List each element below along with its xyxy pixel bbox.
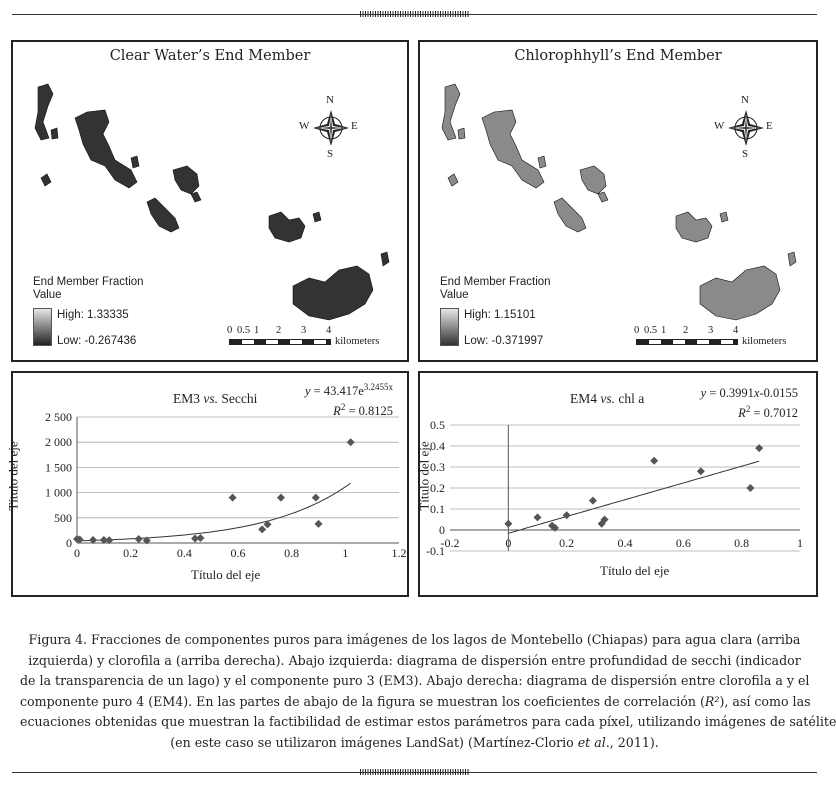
lake	[700, 266, 780, 320]
lake	[51, 128, 58, 139]
x-tick-label: 1	[797, 536, 803, 550]
legend-low: Low: -0.267436	[57, 335, 137, 347]
chart-title-prefix: EM3	[173, 391, 204, 406]
lake	[75, 110, 137, 188]
caption-line: Figura 4. Fracciones de componentes puros para imágenes de los lagos de Montebello (Chiapas) para agua clara (arriba	[28, 632, 801, 647]
lake	[41, 174, 51, 186]
scale-tick: 0.5	[237, 325, 251, 336]
y-tick-label: 0	[66, 536, 72, 550]
x-axis-label: Título del eje	[600, 563, 670, 578]
scale-tick: 3	[708, 325, 714, 336]
x-tick-label: -0.2	[440, 536, 460, 550]
scale-tick: 2	[276, 325, 282, 336]
chart-equation: y = 0.3991x-0.0155 $R^2 = 0.7012$	[700, 386, 798, 421]
scale-unit: kilometers	[335, 336, 380, 347]
caption-line	[20, 733, 809, 754]
scale-bar-graphic	[229, 339, 331, 345]
equation-exponent: 3.2455x	[363, 382, 393, 392]
lake	[538, 156, 546, 168]
compass-north: N	[326, 94, 334, 106]
x-tick-label: 0.6	[230, 546, 246, 560]
chart-title-suffix: chl a	[615, 391, 645, 406]
lake	[458, 128, 465, 139]
data-point	[650, 457, 658, 465]
data-point	[504, 520, 512, 528]
figure-caption	[20, 630, 836, 753]
data-point	[563, 511, 571, 519]
scale-tick: 0	[227, 325, 233, 336]
r2-value: = 0.7012	[753, 406, 798, 421]
scale-tick: 0.5	[644, 325, 658, 336]
legend-low: Low: -0.371997	[464, 335, 544, 347]
chart-equation: $y = 43.417e^{3.2455x}$ $R^2 = 0.8125$	[304, 382, 393, 419]
y-tick-label: 2 500	[45, 410, 72, 424]
caption-line: ecuaciones obtenidas que muestran la factibilidad de estimar estos parámetros para cada píxel, utilizando imágenes de satélite	[20, 714, 836, 729]
x-tick-label: 0.4	[176, 546, 192, 560]
y-tick-label: 0.1	[430, 502, 445, 516]
data-point	[315, 520, 323, 528]
compass-north: N	[741, 94, 749, 106]
lake	[191, 192, 201, 202]
caption-line: de la transparencia de un lago) y el componente puro 3 (EM3). Abajo derecha: diagrama de dispersión entre clorofila a y el	[20, 673, 810, 688]
compass-east: E	[766, 120, 773, 132]
chart-panel-em4-chl	[418, 371, 818, 597]
scale-tick: 3	[301, 325, 307, 336]
lake	[35, 84, 53, 140]
map-title: Clear Water’s End Member	[109, 48, 311, 64]
chart-title-vs: vs.	[203, 391, 218, 406]
legend-title: End Member Fraction	[33, 276, 144, 288]
data-point	[746, 484, 754, 492]
y-axis-label: Título del eje	[5, 441, 21, 511]
compass-south: S	[742, 148, 749, 160]
top-rule	[12, 14, 817, 15]
y-tick-label: 0.4	[430, 439, 445, 453]
data-point	[258, 525, 266, 533]
bottom-rule	[12, 772, 817, 773]
x-tick-label: 0.8	[734, 536, 750, 550]
scale-tick: 4	[733, 325, 739, 336]
scale-tick: 4	[326, 325, 332, 336]
data-point	[135, 535, 143, 543]
data-point	[589, 497, 597, 505]
data-point	[534, 513, 542, 521]
chart-title	[570, 391, 644, 407]
caption-line6-end: , 2011).	[609, 734, 659, 750]
data-point	[196, 534, 204, 542]
scale-unit: kilometers	[742, 336, 787, 347]
scale-tick: 1	[254, 325, 260, 336]
x-tick-label: 1	[342, 546, 349, 560]
lake	[554, 198, 586, 232]
lake	[720, 212, 728, 222]
caption-line: izquierda) y clorofila a (arriba derecha). Abajo izquierda: diagrama de dispersión entre profundidad de secchi (indicador	[28, 652, 801, 668]
lake	[788, 252, 796, 266]
caption-r2-symbol: R²	[704, 693, 720, 709]
caption-line4-text: componente puro 4 (EM4). En las partes de abajo de la figura se muestran los coeficientes de correlación (	[20, 693, 705, 709]
data-point	[277, 494, 285, 502]
top-ornament	[360, 11, 470, 17]
data-point	[229, 494, 237, 502]
lake	[598, 192, 608, 202]
x-tick-label: 0.2	[559, 536, 575, 550]
caption-line6-text: (en este caso se utilizaron imágenes LandSat) (Martínez-Clorio	[170, 734, 578, 750]
compass-west: W	[714, 120, 725, 132]
map-panel-clear-water	[11, 40, 409, 362]
x-tick-label: 1.2	[391, 546, 407, 560]
caption-et-al: et al.	[577, 734, 610, 750]
map-title: Chlorophhyll’s End Member	[514, 48, 722, 64]
x-axis-label: Título del eje	[191, 567, 261, 582]
caption-line4-end: ), así como las	[719, 693, 811, 709]
equation-lhs: = 0.3991	[706, 386, 754, 400]
scale-tick: 2	[683, 325, 689, 336]
y-tick-label: 1 500	[45, 460, 72, 475]
chart-title-vs: vs.	[600, 391, 615, 406]
chart-title-suffix: Secchi	[218, 391, 258, 406]
equation-rest: -0.0155	[759, 386, 798, 400]
equation-lhs: = 43.417e	[310, 384, 364, 399]
x-tick-label: 0.2	[123, 546, 139, 560]
data-point	[312, 494, 320, 502]
legend-high: High: 1.15101	[464, 309, 536, 321]
color-ramp	[33, 308, 52, 346]
scale-bar-graphic	[636, 339, 738, 345]
scale-tick: 0	[634, 325, 640, 336]
lake	[147, 198, 179, 232]
compass-west: W	[299, 120, 310, 132]
x-tick-label: 0.6	[675, 536, 691, 550]
y-tick-label: 1 000	[45, 485, 72, 500]
lake	[580, 166, 606, 194]
lake	[131, 156, 139, 168]
x-tick-label: 0.4	[617, 536, 633, 550]
lake	[482, 110, 544, 188]
y-tick-label: 0.5	[430, 418, 445, 432]
legend-subtitle: Value	[33, 289, 62, 301]
legend-subtitle: Value	[440, 289, 469, 301]
legend-title: End Member Fraction	[440, 276, 551, 288]
data-point	[755, 444, 763, 452]
lake	[676, 212, 712, 242]
map-legend	[440, 276, 551, 347]
compass-rose	[714, 94, 776, 160]
y-tick-label: -0.1	[426, 544, 445, 558]
lake	[269, 212, 305, 242]
data-point	[347, 438, 355, 446]
lake	[442, 84, 460, 140]
map-panel-chlorophyll	[418, 40, 818, 362]
color-ramp	[440, 308, 459, 346]
map-legend	[33, 276, 144, 347]
chart-title-prefix: EM4	[570, 391, 601, 406]
x-tick-label: 0	[505, 536, 512, 550]
y-tick-label: 2 000	[45, 435, 72, 450]
y-tick-label: 500	[54, 510, 72, 525]
lake	[293, 266, 373, 320]
chart-panel-em3-secchi	[5, 371, 409, 597]
scale-tick: 1	[661, 325, 667, 336]
lake	[173, 166, 199, 194]
chart-title	[173, 391, 257, 407]
trendline	[508, 461, 759, 533]
lake	[381, 252, 389, 266]
compass-south: S	[327, 148, 334, 160]
y-tick-label: 0.3	[430, 460, 445, 474]
trendline	[77, 483, 351, 541]
lake	[313, 212, 321, 222]
x-tick-label: 0	[74, 546, 80, 560]
legend-high: High: 1.33335	[57, 309, 129, 321]
x-tick-label: 0.8	[284, 546, 300, 560]
data-point	[697, 467, 705, 475]
r2-value: = 0.8125	[348, 404, 393, 419]
compass-east: E	[351, 120, 358, 132]
lake	[448, 174, 458, 186]
y-tick-label: 0.2	[430, 481, 445, 495]
y-axis-label: Título del eje	[416, 441, 432, 511]
compass-rose	[299, 94, 361, 160]
y-tick-label: 0	[439, 523, 445, 537]
caption-line	[20, 692, 809, 713]
bottom-ornament	[360, 769, 470, 775]
